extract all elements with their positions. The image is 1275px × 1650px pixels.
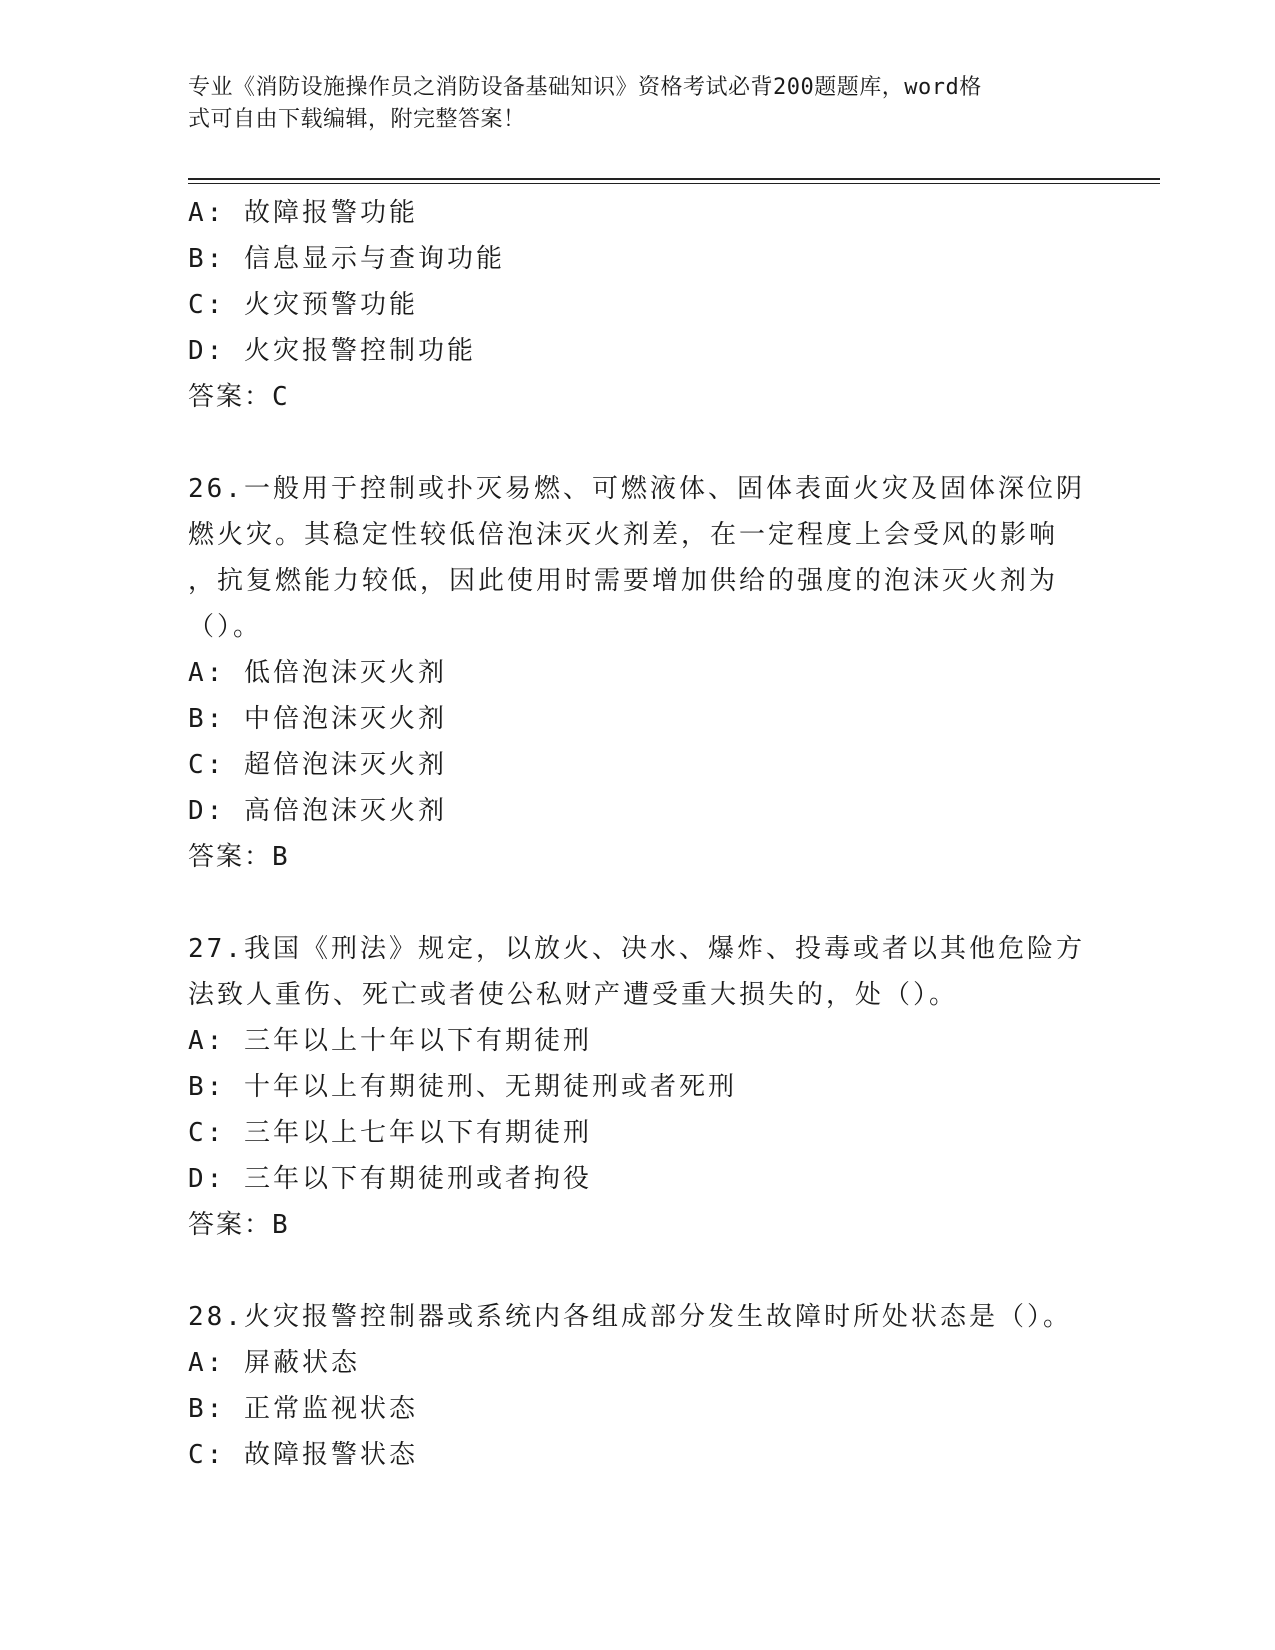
- option-b: B: 中倍泡沫灭火剂: [188, 704, 447, 734]
- question-25: [188, 190, 1088, 420]
- option-c: C: 火灾预警功能: [188, 290, 418, 320]
- option-a: A: 三年以上十年以下有期徒刑: [188, 1026, 592, 1056]
- question-list: [188, 190, 1088, 1478]
- header-title-line-1: 专业《消防设施操作员之消防设备基础知识》资格考试必背200题题库，word格: [188, 75, 982, 100]
- option-a: A: 低倍泡沫灭火剂: [188, 658, 447, 688]
- question-stem-line: 26.一般用于控制或扑灭易燃、可燃液体、固体表面火灾及固体深位阴: [188, 474, 1085, 504]
- header-title-line-2: 式可自由下载编辑，附完整答案！: [188, 107, 526, 132]
- question-27: [188, 926, 1088, 1248]
- option-a: A: 屏蔽状态: [188, 1348, 360, 1378]
- answer: 答案：B: [188, 842, 290, 872]
- option-d: D: 高倍泡沫灭火剂: [188, 796, 447, 826]
- spacer: [188, 420, 1088, 466]
- spacer: [188, 1248, 1088, 1294]
- question-28: [188, 1294, 1088, 1478]
- question-stem-line: 法致人重伤、死亡或者使公私财产遭受重大损失的，处（）。: [188, 980, 959, 1010]
- question-stem-line: 27.我国《刑法》规定，以放火、决水、爆炸、投毒或者以其他危险方: [188, 934, 1085, 964]
- option-a: A: 故障报警功能: [188, 198, 418, 228]
- question-stem-line: （）。: [188, 612, 263, 642]
- answer: 答案：C: [188, 382, 290, 412]
- question-26: [188, 466, 1088, 880]
- header-divider: [188, 178, 1160, 184]
- answer: 答案：B: [188, 1210, 290, 1240]
- option-d: D: 三年以下有期徒刑或者拘役: [188, 1164, 592, 1194]
- option-c: C: 故障报警状态: [188, 1440, 418, 1470]
- option-b: B: 正常监视状态: [188, 1394, 418, 1424]
- question-stem-line: ，抗复燃能力较低，因此使用时需要增加供给的强度的泡沫灭火剂为: [188, 566, 1059, 596]
- option-b: B: 信息显示与查询功能: [188, 244, 505, 274]
- option-b: B: 十年以上有期徒刑、无期徒刑或者死刑: [188, 1072, 737, 1102]
- question-stem-line: 燃火灾。其稳定性较低倍泡沫灭火剂差，在一定程度上会受风的影响: [188, 520, 1059, 550]
- option-c: C: 超倍泡沫灭火剂: [188, 750, 447, 780]
- option-d: D: 火灾报警控制功能: [188, 336, 476, 366]
- spacer: [188, 880, 1088, 926]
- document-header: [188, 72, 1068, 136]
- question-stem-line: 28.火灾报警控制器或系统内各组成部分发生故障时所处状态是（）。: [188, 1302, 1072, 1332]
- option-c: C: 三年以上七年以下有期徒刑: [188, 1118, 592, 1148]
